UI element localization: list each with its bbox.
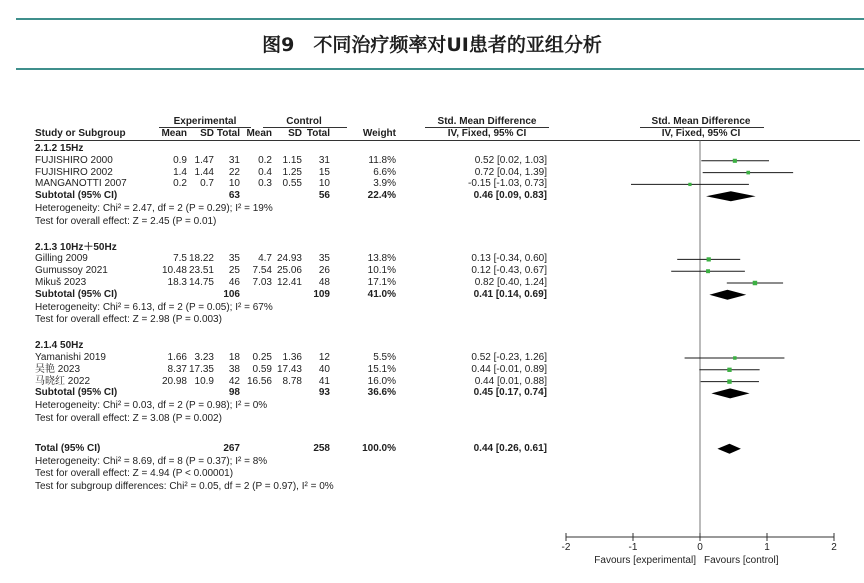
favours-experimental-label: Favours [experimental] [594, 555, 696, 566]
study-e-total: 18 [228, 352, 240, 363]
study-weight: 6.6% [373, 166, 396, 178]
header-experimental: Experimental [173, 116, 237, 127]
study-e-sd: 0.7 [200, 178, 214, 190]
subtotal-diamond [709, 290, 746, 300]
study-point [706, 269, 710, 273]
subgroup-title: 2.1.4 50Hz [35, 340, 84, 352]
total-heterogeneity: Heterogeneity: Chi² = 8.69, df = 8 (P = 0.37); I² = 8% [35, 455, 268, 467]
subtotal-c-total: 93 [318, 387, 330, 399]
study-ci: 0.82 [0.40, 1.24] [474, 277, 547, 288]
study-e-sd: 3.23 [194, 352, 214, 363]
study-ci: 0.12 [-0.43, 0.67] [471, 265, 547, 277]
study-e-sd: 1.44 [194, 166, 214, 178]
header-control: Control [286, 116, 322, 127]
study-e-mean: 1.4 [173, 166, 187, 178]
study-e-mean: 20.98 [161, 375, 187, 387]
study-c-mean: 16.56 [246, 375, 272, 387]
study-ci: 0.72 [0.04, 1.39] [474, 166, 547, 178]
study-c-total: 40 [318, 363, 330, 375]
study-e-total: 42 [228, 375, 240, 387]
study-weight: 15.1% [367, 363, 396, 375]
total-weight: 100.0% [362, 442, 396, 454]
subtotal-weight: 22.4% [367, 190, 396, 202]
overall-diamond [717, 444, 740, 454]
header-study: Study or Subgroup [35, 128, 126, 139]
study-c-mean: 0.4 [258, 166, 272, 178]
study-c-total: 48 [318, 277, 330, 288]
study-e-mean: 1.66 [167, 352, 187, 363]
figure-title: 图9 不同治疗频率对UI患者的亚组分析 [262, 34, 602, 56]
subgroup-title: 2.1.2 15Hz [35, 143, 84, 154]
subtotal-ci: 0.41 [0.14, 0.69] [473, 288, 547, 300]
study-e-mean: 8.37 [167, 363, 187, 375]
total-ci: 0.44 [0.26, 0.61] [473, 442, 547, 454]
study-point [727, 379, 731, 383]
subtotal-ci: 0.45 [0.17, 0.74] [473, 387, 547, 399]
total-overall-effect: Test for overall effect: Z = 4.94 (P < 0.00001) [35, 468, 234, 480]
study-weight: 16.0% [367, 375, 396, 387]
favours-control-label: Favours [control] [704, 555, 779, 566]
study-weight: 17.1% [367, 277, 396, 288]
subgroup-overall-effect: Test for overall effect: Z = 3.08 (P = 0.002) [35, 413, 222, 424]
study-point [707, 257, 711, 261]
subtotal-label: Subtotal (95% CI) [35, 387, 118, 399]
study-name: Mikuš 2023 [35, 277, 87, 288]
subgroup-heterogeneity: Heterogeneity: Chi² = 2.47, df = 2 (P = 0.29); I² = 19% [35, 203, 273, 214]
study-e-mean: 18.3 [167, 277, 187, 288]
study-e-total: 46 [228, 277, 240, 288]
study-c-mean: 0.2 [258, 154, 272, 166]
study-c-sd: 24.93 [276, 253, 302, 265]
x-tick-label: 1 [764, 542, 770, 553]
header-e-total: Total [216, 128, 240, 139]
study-e-total: 22 [228, 166, 240, 178]
study-ci: 0.52 [-0.23, 1.26] [471, 352, 547, 363]
total-e-total: 267 [223, 442, 240, 454]
subtotal-e-total: 106 [223, 288, 240, 300]
x-tick-label: 2 [831, 542, 837, 553]
subtotal-diamond [711, 388, 749, 398]
header-c-total: Total [306, 128, 330, 139]
study-c-sd: 1.36 [282, 352, 302, 363]
study-c-total: 35 [318, 253, 330, 265]
header-e-sd: SD [200, 128, 214, 139]
study-e-total: 10 [228, 178, 240, 190]
study-e-mean: 0.2 [173, 178, 187, 190]
subgroup-title: 2.1.3 10Hz＋50Hz [35, 241, 117, 253]
study-point [733, 159, 737, 163]
x-tick-label: -1 [628, 542, 638, 553]
study-e-sd: 14.75 [188, 277, 214, 288]
header-c-mean: Mean [246, 128, 272, 139]
study-c-sd: 17.43 [276, 363, 302, 375]
header-c-sd: SD [288, 128, 302, 139]
subtotal-label: Subtotal (95% CI) [35, 190, 118, 202]
subtotal-diamond [706, 191, 756, 201]
study-weight: 10.1% [367, 265, 396, 277]
subgroup-overall-effect: Test for overall effect: Z = 2.45 (P = 0.01) [35, 215, 217, 227]
study-c-sd: 0.55 [282, 178, 302, 190]
total-c-total: 258 [313, 442, 330, 454]
study-e-sd: 1.47 [194, 154, 214, 166]
study-c-total: 15 [318, 166, 330, 178]
study-point [746, 171, 750, 175]
subtotal-ci: 0.46 [0.09, 0.83] [473, 190, 547, 202]
study-point [727, 368, 731, 372]
study-c-sd: 1.25 [282, 166, 302, 178]
study-ci: -0.15 [-1.03, 0.73] [468, 178, 547, 190]
study-c-total: 26 [318, 265, 330, 277]
study-c-mean: 0.3 [258, 178, 272, 190]
study-c-total: 10 [318, 178, 330, 190]
study-name: FUJISHIRO 2000 [35, 154, 113, 166]
subtotal-e-total: 63 [228, 190, 240, 202]
study-ci: 0.44 [-0.01, 0.89] [471, 363, 547, 375]
study-name: Yamanishi 2019 [35, 352, 106, 363]
study-c-mean: 7.54 [252, 265, 272, 277]
study-e-total: 35 [228, 253, 240, 265]
study-e-mean: 10.48 [161, 265, 187, 277]
subgroup-differences: Test for subgroup differences: Chi² = 0.05, df = 2 (P = 0.97), I² = 0% [35, 481, 334, 493]
study-c-mean: 4.7 [258, 253, 272, 265]
study-c-mean: 0.59 [252, 363, 272, 375]
header-plot-smd: Std. Mean Difference [651, 116, 751, 127]
study-c-sd: 1.15 [282, 154, 302, 166]
study-e-total: 25 [228, 265, 240, 277]
study-c-sd: 25.06 [276, 265, 302, 277]
study-point [753, 281, 757, 285]
study-point [688, 183, 691, 186]
header-smd: Std. Mean Difference [437, 116, 537, 127]
study-weight: 11.8% [368, 154, 396, 166]
study-weight: 5.5% [373, 352, 396, 363]
study-c-total: 41 [318, 375, 330, 387]
study-name: MANGANOTTI 2007 [35, 178, 127, 190]
subtotal-c-total: 109 [313, 288, 330, 300]
study-e-sd: 18.22 [188, 253, 214, 265]
x-tick-label: 0 [697, 542, 703, 553]
study-e-sd: 17.35 [188, 363, 214, 375]
total-label: Total (95% CI) [35, 442, 101, 454]
header-method: IV, Fixed, 95% CI [447, 128, 527, 139]
study-weight: 3.9% [373, 178, 396, 190]
study-c-total: 12 [318, 352, 330, 363]
subgroup-heterogeneity: Heterogeneity: Chi² = 6.13, df = 2 (P = 0.05); I² = 67% [35, 301, 273, 313]
study-weight: 13.8% [367, 253, 396, 265]
study-e-sd: 23.51 [188, 265, 214, 277]
study-c-total: 31 [318, 154, 330, 166]
header-weight: Weight [362, 128, 396, 139]
study-e-total: 31 [228, 154, 240, 166]
study-ci: 0.44 [0.01, 0.88] [474, 375, 547, 387]
subtotal-weight: 36.6% [367, 387, 396, 399]
x-tick-label: -2 [561, 542, 571, 553]
study-c-mean: 7.03 [252, 277, 272, 288]
study-e-total: 38 [228, 363, 240, 375]
subtotal-e-total: 98 [228, 387, 240, 399]
subtotal-c-total: 56 [318, 190, 330, 202]
study-name: Gumussoy 2021 [35, 265, 108, 277]
study-name: Gilling 2009 [35, 253, 88, 265]
study-c-sd: 12.41 [276, 277, 302, 288]
study-e-mean: 7.5 [173, 253, 187, 265]
study-name: FUJISHIRO 2002 [35, 166, 113, 178]
subgroup-overall-effect: Test for overall effect: Z = 2.98 (P = 0.003) [35, 314, 222, 326]
study-point [733, 356, 736, 359]
study-ci: 0.52 [0.02, 1.03] [474, 154, 547, 166]
subtotal-weight: 41.0% [367, 288, 396, 300]
study-e-sd: 10.9 [194, 375, 214, 387]
header-e-mean: Mean [161, 128, 187, 139]
header-plot-method: IV, Fixed, 95% CI [661, 128, 741, 139]
subgroup-heterogeneity: Heterogeneity: Chi² = 0.03, df = 2 (P = 0.98); I² = 0% [35, 400, 268, 412]
study-c-sd: 8.78 [282, 375, 302, 387]
study-name: 吴艳 2023 [35, 363, 81, 375]
study-c-mean: 0.25 [252, 352, 272, 363]
study-name: 马晓红 2022 [35, 375, 91, 387]
study-ci: 0.13 [-0.34, 0.60] [471, 253, 547, 265]
study-e-mean: 0.9 [173, 154, 187, 166]
subtotal-label: Subtotal (95% CI) [35, 288, 118, 300]
